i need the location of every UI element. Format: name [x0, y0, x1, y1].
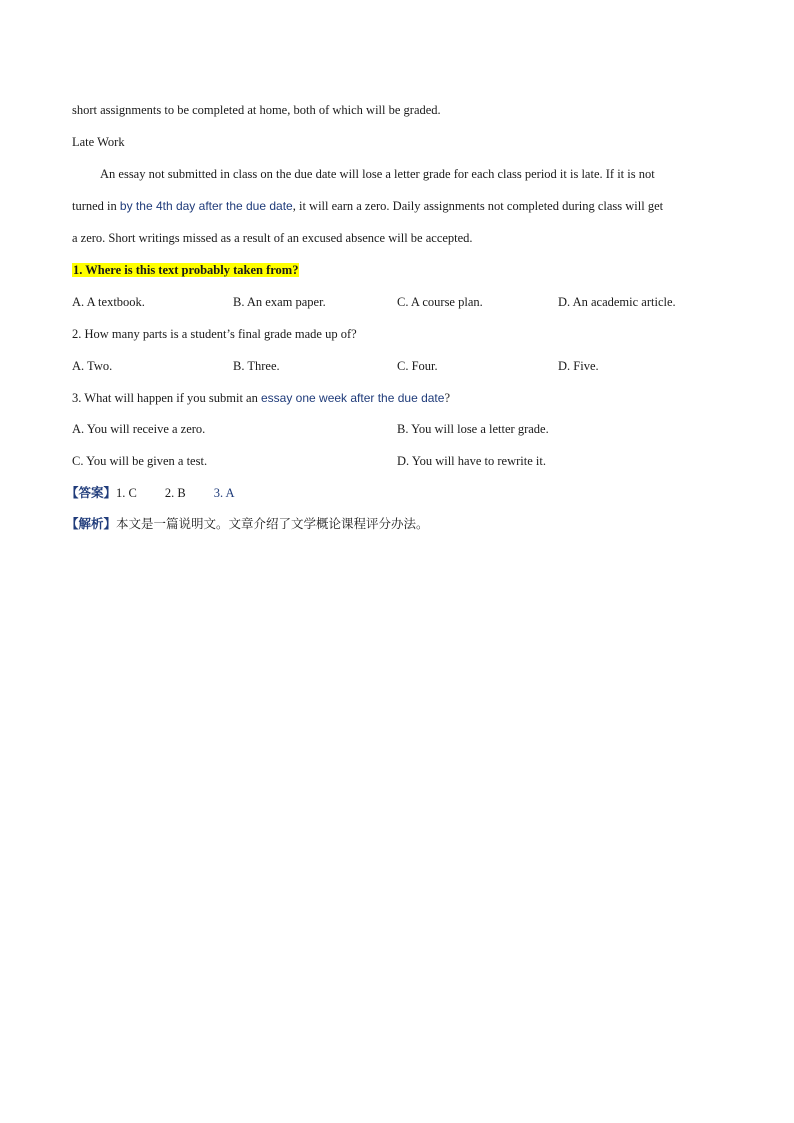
question-1-option-b: B. An exam paper. — [233, 295, 326, 309]
analysis-text: 本文是一篇说明文。文章介绍了文学概论课程评分办法。 — [116, 517, 429, 531]
question-2-option-d: D. Five. — [558, 359, 599, 373]
section-heading: Late Work — [72, 135, 125, 149]
question-2-option-b: B. Three. — [233, 359, 280, 373]
question-1-option-c: C. A course plan. — [397, 295, 483, 309]
passage-paragraph-line-2 — [72, 198, 663, 214]
question-3-option-d: D. You will have to rewrite it. — [397, 454, 546, 468]
question-2-option-a: A. Two. — [72, 359, 113, 373]
highlighted-question: 1. Where is this text probably taken from? — [73, 263, 299, 277]
passage-text: , it will earn a zero. Daily assignments not completed during class will get — [292, 199, 664, 213]
answer-item: 3. A — [213, 486, 235, 500]
answer-item: 2. B — [164, 486, 186, 500]
question-text: 3. What will happen if you submit an — [72, 391, 261, 405]
passage-paragraph-line-3: a zero. Short writings missed as a result of an excused absence will be accepted. — [72, 231, 473, 245]
answer-item: 1. C — [116, 486, 137, 500]
question-1-option-d: D. An academic article. — [558, 295, 676, 309]
question-3-option-a: A. You will receive a zero. — [72, 422, 206, 436]
answer-line — [66, 485, 235, 501]
question-3-option-c: C. You will be given a test. — [72, 454, 208, 468]
analysis-line — [66, 516, 429, 532]
question-3-stem — [72, 390, 450, 406]
passage-text: turned in — [72, 199, 120, 213]
answer-label: 【答案】 — [66, 486, 117, 500]
passage-line-continued: short assignments to be completed at home, both of which will be graded. — [72, 103, 441, 117]
question-2-stem: 2. How many parts is a student’s final grade made up of? — [72, 327, 357, 341]
question-3-option-b: B. You will lose a letter grade. — [397, 422, 549, 436]
question-1-option-a: A. A textbook. — [72, 295, 145, 309]
question-1-stem — [72, 262, 299, 278]
analysis-label: 【解析】 — [66, 517, 117, 531]
question-text: ? — [444, 391, 451, 405]
question-2-option-c: C. Four. — [397, 359, 438, 373]
highlighted-phrase: by the 4th day after the due date — [119, 199, 293, 213]
passage-paragraph-line-1: An essay not submitted in class on the due date will lose a letter grade for each class period it is late. If it is not — [100, 167, 655, 181]
highlighted-phrase: essay one week after the due date — [260, 391, 445, 405]
